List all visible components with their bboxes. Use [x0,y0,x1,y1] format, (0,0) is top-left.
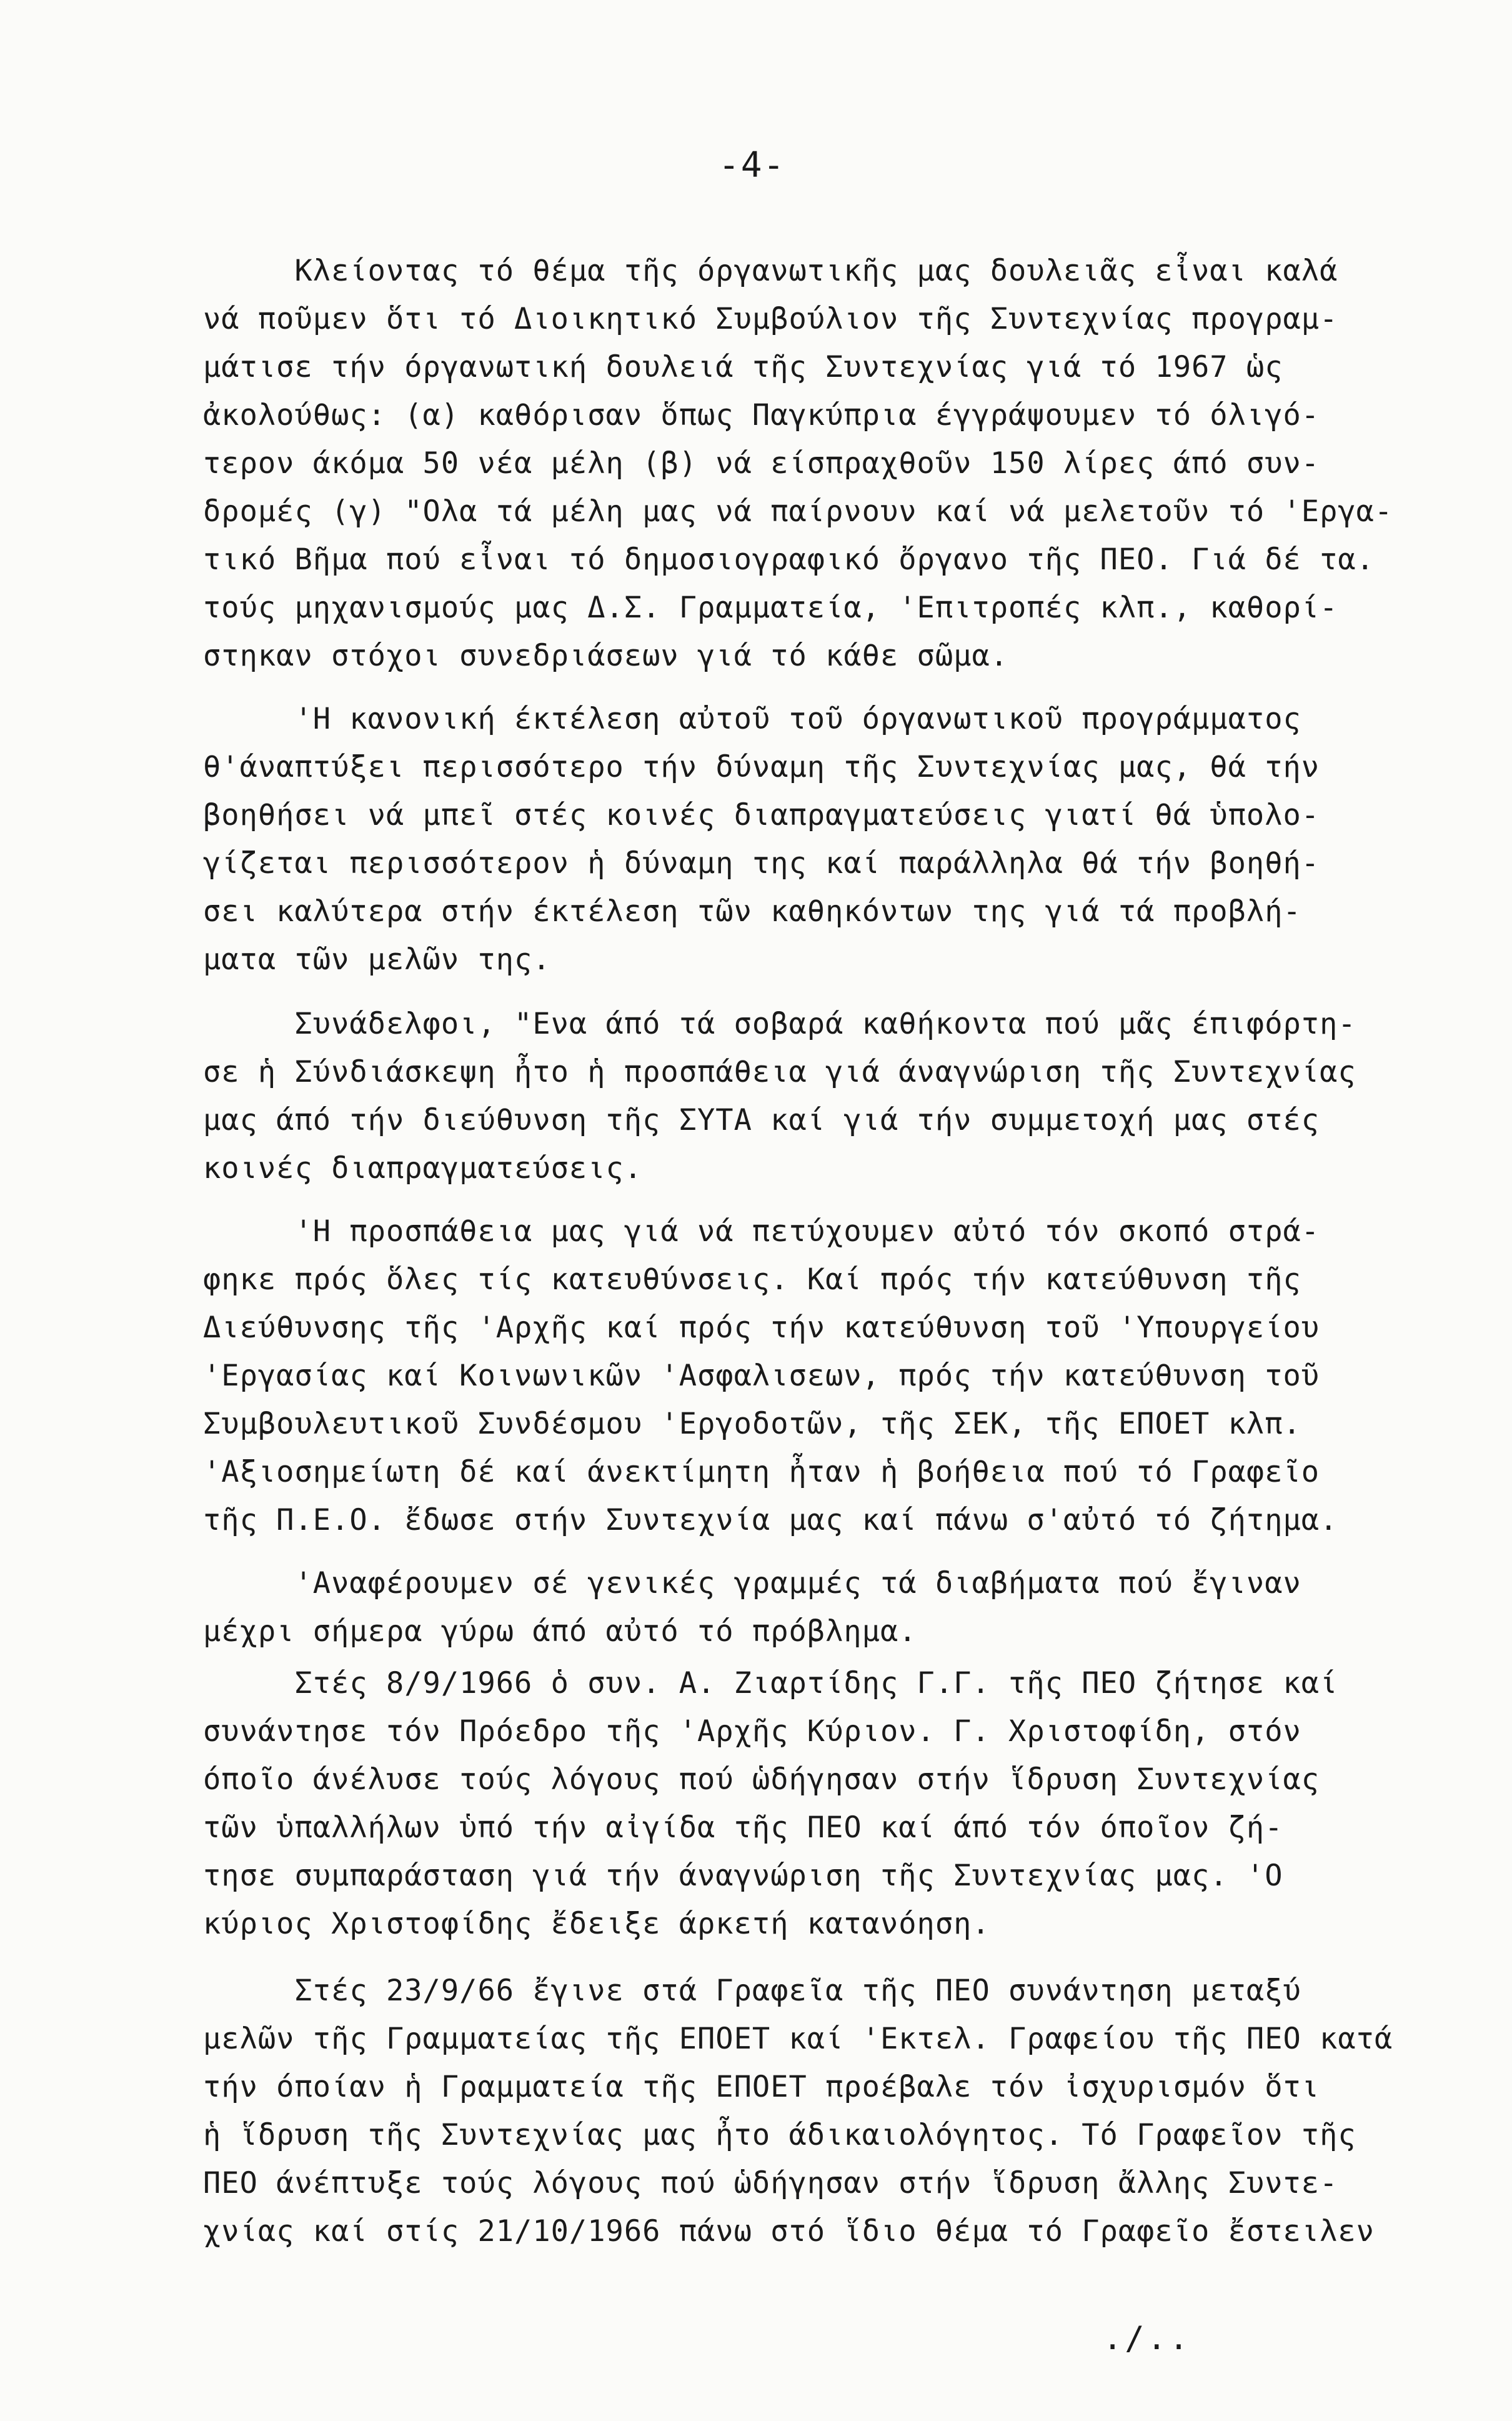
text-line: Συνάδελφοι, "Ενα άπό τά σοβαρά καθήκοντα πού μᾶς έπιφόρτη- [203,1007,1356,1041]
text-line: τησε συμπαράσταση γιά τήν άναγνώριση τῆς Συντεχνίας μας. 'Ο [203,1859,1283,1893]
document-body [203,247,1465,2255]
text-line: μέχρι σήμερα γύρω άπό αὐτό τό πρόβλημα. [203,1614,917,1649]
text-line: ματα τῶν μελῶν της. [203,942,551,977]
paragraph-meeting-1966-09-08 [203,1659,1465,1948]
paragraph-program-execution [203,695,1465,984]
text-line: 'Αξιοσημείωτη δέ καί άνεκτίμητη ἦταν ἡ βοήθεια πού τό Γραφεῖο [203,1455,1320,1489]
paragraph-meeting-1966-09-23 [203,1967,1465,2255]
text-line: 'Η κανονική έκτέλεση αὐτοῦ τοῦ όργανωτικοῦ προγράμματος [203,702,1301,736]
text-line: τερον άκόμα 50 νέα μέλη (β) νά είσπραχθοῦν 150 λίρες άπό συν- [203,446,1320,481]
text-line: μελῶν τῆς Γραμματείας τῆς ΕΠΟΕΤ καί 'Εκτελ. Γραφείου τῆς ΠΕΟ κατά [203,2022,1393,2056]
text-line: γίζεται περισσότερον ἡ δύναμη της καί παράλληλα θά τήν βοηθή- [203,846,1320,881]
text-line: βοηθήσει νά μπεῖ στές κοινές διαπραγματεύσεις γιατί θά ὑπολο- [203,798,1320,832]
paragraph-organizational-work [203,247,1465,680]
text-line: τήν όποίαν ἡ Γραμματεία τῆς ΕΠΟΕΤ προέβαλε τόν ἰσχυρισμόν ὅτι [203,2070,1320,2104]
text-line: κύριος Χριστοφίδης ἔδειξε άρκετή κατανόηση. [203,1907,990,1941]
text-line: κοινές διαπραγματεύσεις. [203,1151,643,1186]
text-line: 'Η προσπάθεια μας γιά νά πετύχουμεν αὐτό τόν σκοπό στρά- [203,1214,1320,1249]
text-line: τικό Βῆμα πού εἶναι τό δημοσιογραφικό ὄργανο τῆς ΠΕΟ. Γιά δέ τα. [203,542,1375,577]
text-line: ἡ ἵδρυση τῆς Συντεχνίας μας ἦτο άδικαιολόγητος. Τό Γραφεῖον τῆς [203,2118,1356,2152]
continuation-mark: ./.. [1103,2320,1191,2357]
text-line: σε ἡ Σύνδιάσκεψη ἦτο ἡ προσπάθεια γιά άναγνώριση τῆς Συντεχνίας [203,1055,1356,1089]
text-line: Στές 8/9/1966 ὁ συν. Α. Ζιαρτίδης Γ.Γ. τῆς ΠΕΟ ζήτησε καί [203,1666,1338,1700]
text-line: Κλείοντας τό θέμα τῆς όργανωτικῆς μας δουλειᾶς εἶναι καλά [203,254,1338,288]
text-line: όποῖο άνέλυσε τούς λόγους πού ὡδήγησαν στήν ἵδρυση Συντεχνίας [203,1762,1320,1797]
text-line: Στές 23/9/66 ἔγινε στά Γραφεῖα τῆς ΠΕΟ συνάντηση μεταξύ [203,1974,1301,2008]
text-line: ἀκολούθως: (α) καθόρισαν ὅπως Παγκύπρια έγγράψουμεν τό όλιγό- [203,398,1320,432]
text-line: συνάντησε τόν Πρόεδρο τῆς 'Αρχῆς Κύριον. Γ. Χριστοφίδη, στόν [203,1714,1301,1749]
text-line: φηκε πρός ὅλες τίς κατευθύνσεις. Καί πρός τήν κατεύθυνση τῆς [203,1262,1301,1297]
text-line: ΠΕΟ άνέπτυξε τούς λόγους πού ὡδήγησαν στήν ἵδρυση ἄλλης Συντε- [203,2166,1338,2200]
text-line: τῶν ὑπαλλήλων ὑπό τήν αἰγίδα τῆς ΠΕΟ καί άπό τόν όποῖον ζή- [203,1810,1283,1845]
text-line: νά ποῦμεν ὅτι τό Διοικητικό Συμβούλιον τῆς Συντεχνίας προγραμ- [203,302,1338,336]
text-line: τῆς Π.Ε.Ο. ἔδωσε στήν Συντεχνία μας καί πάνω σ'αὐτό τό ζήτημα. [203,1503,1338,1537]
text-line: Συμβουλευτικοῦ Συνδέσμου 'Εργοδοτῶν, τῆς ΣΕΚ, τῆς ΕΠΟΕΤ κλπ. [203,1407,1301,1441]
text-line: τούς μηχανισμούς μας Δ.Σ. Γραμματεία, 'Επιτροπές κλπ., καθορί- [203,591,1338,625]
text-line: σει καλύτερα στήν έκτέλεση τῶν καθηκόντων της γιά τά προβλή- [203,894,1301,929]
text-line: στηκαν στόχοι συνεδριάσεων γιά τό κάθε σῶμα. [203,639,1009,673]
text-line: 'Αναφέρουμεν σέ γενικές γραμμές τά διαβήματα πού ἔγιναν [203,1566,1301,1600]
text-line: 'Εργασίας καί Κοινωνικῶν 'Ασφαλισεων, πρός τήν κατεύθυνση τοῦ [203,1359,1320,1393]
text-line: μας άπό τήν διεύθυνση τῆς ΣΥΤΑ καί γιά τήν συμμετοχή μας στές [203,1103,1320,1137]
paragraph-efforts [203,1207,1465,1544]
page-number: -4- [719,145,786,186]
text-line: χνίας καί στίς 21/10/1966 πάνω στό ἵδιο θέμα τό Γραφεῖο ἔστειλεν [203,2214,1375,2249]
text-line: θ'άναπτύξει περισσότερο τήν δύναμη τῆς Συντεχνίας μας, θά τήν [203,750,1320,784]
text-line: μάτισε τήν όργανωτική δουλειά τῆς Συντεχνίας γιά τό 1967 ὡς [203,350,1283,384]
text-line: δρομές (γ) "Ολα τά μέλη μας νά παίρνουν καί νά μελετοῦν τό 'Εργα- [203,494,1393,529]
paragraph-steps-intro [203,1559,1465,1655]
text-line: Διεύθυνσης τῆς 'Αρχῆς καί πρός τήν κατεύθυνση τοῦ 'Υπουργείου [203,1310,1320,1345]
paragraph-recognition-duty [203,1000,1465,1192]
